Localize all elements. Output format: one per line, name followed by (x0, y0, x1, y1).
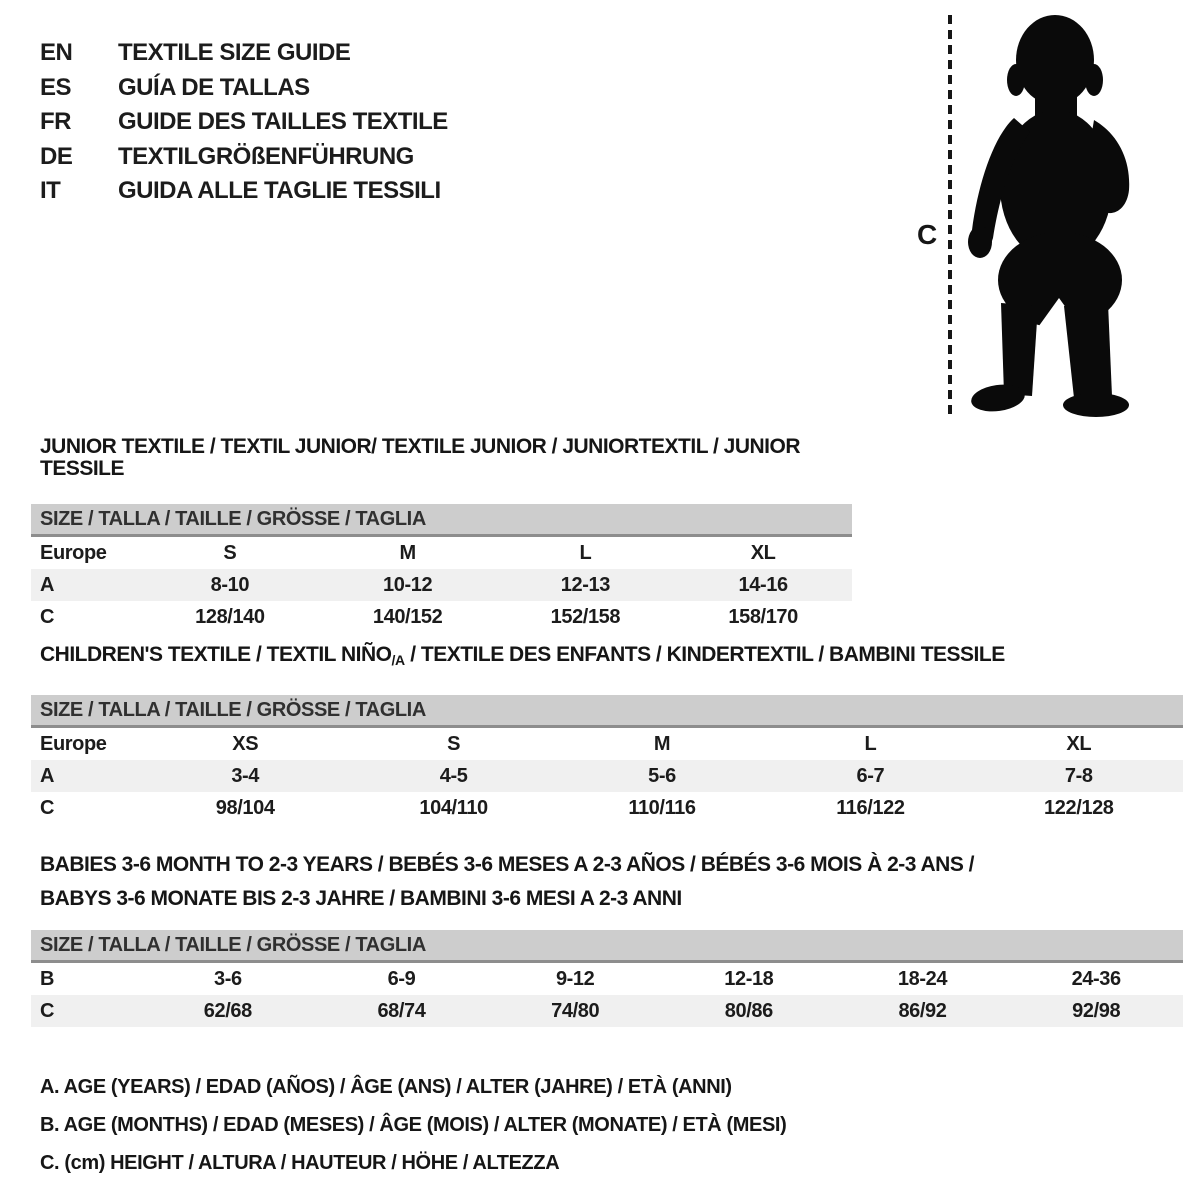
table-row-europe (31, 728, 1183, 760)
row-label: C (40, 606, 55, 628)
age-cell: 6-7 (856, 765, 885, 787)
size-cell: L (864, 733, 877, 755)
height-cell: 80/86 (724, 1000, 773, 1022)
height-cell: 110/116 (628, 797, 696, 819)
language-code: EN (40, 39, 73, 66)
footnote-age-years: A. AGE (YEARS) / EDAD (AÑOS) / ÂGE (ANS) / ALTER (JAHRE) / ETÀ (ANNI) (40, 1076, 732, 1098)
size-cell: XS (232, 733, 259, 755)
height-measure-figure (898, 8, 1158, 420)
age-cell: 3-6 (213, 968, 242, 990)
age-cell: 12-13 (560, 574, 610, 596)
size-cell: L (579, 542, 592, 564)
height-cell: 62/68 (203, 1000, 252, 1022)
height-cell: 116/122 (836, 797, 905, 819)
table-row-age (31, 569, 852, 601)
size-cell: XL (1066, 733, 1092, 755)
age-cell: 18-24 (897, 968, 948, 990)
children-size-table (31, 695, 1183, 824)
junior-size-table (31, 504, 852, 633)
guide-title: GUIDE DES TAILLES TEXTILE (118, 108, 448, 135)
babies-size-table (31, 930, 1183, 1027)
children-textile-section (31, 644, 1183, 824)
age-cell: 10-12 (383, 574, 433, 596)
table-row-europe (31, 537, 852, 569)
legend-footnotes (40, 1068, 786, 1182)
height-cell: 140/152 (372, 606, 443, 628)
height-cell: 74/80 (551, 1000, 600, 1022)
babies-textile-section (31, 848, 1183, 1027)
age-cell: 7-8 (1064, 765, 1093, 787)
size-cell: M (653, 733, 671, 755)
size-cell: S (223, 542, 237, 564)
row-label: A (40, 574, 55, 596)
size-cell: S (447, 733, 461, 755)
language-row-de (40, 140, 448, 175)
size-header-bar: SIZE / TALLA / TAILLE / GRÖSSE / TAGLIA (31, 504, 852, 537)
heading-line-2: BABYS 3-6 MONATE BIS 2-3 JAHRE / BAMBINI 3-6 MESI A 2-3 ANNI (40, 887, 682, 910)
language-title-list (40, 36, 448, 209)
row-label: Europe (40, 542, 107, 564)
row-label: A (40, 765, 55, 787)
language-row-fr (40, 105, 448, 140)
language-row-en (40, 36, 448, 71)
age-cell: 8-10 (210, 574, 250, 596)
age-cell: 24-36 (1071, 968, 1121, 990)
guide-title: TEXTILE SIZE GUIDE (118, 39, 351, 66)
height-cell: 86/92 (898, 1000, 947, 1022)
age-cell: 12-18 (724, 968, 774, 990)
language-code: ES (40, 73, 72, 101)
heading-subscript: /A (391, 652, 405, 668)
junior-section-heading: JUNIOR TEXTILE / TEXTIL JUNIOR/ TEXTILE JUNIOR / JUNIORTEXTIL / JUNIOR TESSILE (40, 435, 800, 480)
toddler-silhouette-icon (968, 15, 1129, 328)
guide-title: TEXTILGRÖßENFÜHRUNG (118, 142, 414, 170)
height-cell: 98/104 (215, 797, 275, 819)
heading-line-1: BABIES 3-6 MONTH TO 2-3 YEARS / BEBÉS 3-6 MESES A 2-3 AÑOS / BÉBÉS 3-6 MOIS À 2-3 ANS / (40, 853, 975, 876)
size-header-bar: SIZE / TALLA / TAILLE / GRÖSSE / TAGLIA (31, 695, 1183, 728)
height-cell: 104/110 (419, 797, 488, 819)
guide-title: GUIDA ALLE TAGLIE TESSILI (118, 177, 441, 204)
age-cell: 9-12 (555, 968, 595, 990)
age-cell: 4-5 (439, 765, 468, 787)
size-cell: M (399, 542, 416, 564)
height-cell: 128/140 (195, 606, 265, 628)
table-row-age-months (31, 963, 1183, 995)
age-cell: 6-9 (387, 968, 416, 990)
size-header-bar: SIZE / TALLA / TAILLE / GRÖSSE / TAGLIA (31, 930, 1183, 963)
height-cell: 158/170 (728, 606, 798, 628)
language-code: FR (40, 108, 71, 135)
height-cell: 152/158 (550, 606, 621, 628)
size-cell: XL (750, 542, 776, 564)
language-code: DE (40, 142, 73, 170)
heading-text: / TEXTILE DES ENFANTS / KINDERTEXTIL / BAMBINI TESSILE (404, 643, 1005, 666)
children-section-heading (40, 644, 1183, 671)
footnote-height-cm: C. (cm) HEIGHT / ALTURA / HAUTEUR / HÖHE / ALTEZZA (40, 1152, 560, 1174)
babies-section-heading (40, 848, 1183, 916)
row-label: C (40, 797, 55, 819)
guide-title: GUÍA DE TALLAS (118, 73, 310, 101)
row-label: B (40, 968, 55, 990)
row-label: C (40, 1000, 55, 1022)
height-cell: 122/128 (1044, 797, 1114, 819)
language-row-es (40, 71, 448, 106)
row-label: Europe (40, 733, 107, 755)
table-row-height (31, 995, 1183, 1027)
language-row-it (40, 174, 448, 209)
table-row-height (31, 792, 1183, 824)
age-cell: 14-16 (738, 574, 788, 596)
table-row-height (31, 601, 852, 633)
height-cell: 68/74 (377, 1000, 426, 1022)
age-cell: 5-6 (648, 765, 676, 787)
heading-text: CHILDREN'S TEXTILE / TEXTIL NIÑO (40, 643, 392, 666)
footnote-age-months: B. AGE (MONTHS) / EDAD (MESES) / ÂGE (MOIS) / ALTER (MONATE) / ETÀ (MESI) (40, 1114, 787, 1136)
junior-textile-section (31, 436, 852, 633)
language-code: IT (40, 177, 61, 204)
age-cell: 3-4 (231, 765, 260, 787)
height-cell: 92/98 (1072, 1000, 1121, 1022)
table-row-age (31, 760, 1183, 792)
height-measure-label: C (917, 219, 938, 250)
